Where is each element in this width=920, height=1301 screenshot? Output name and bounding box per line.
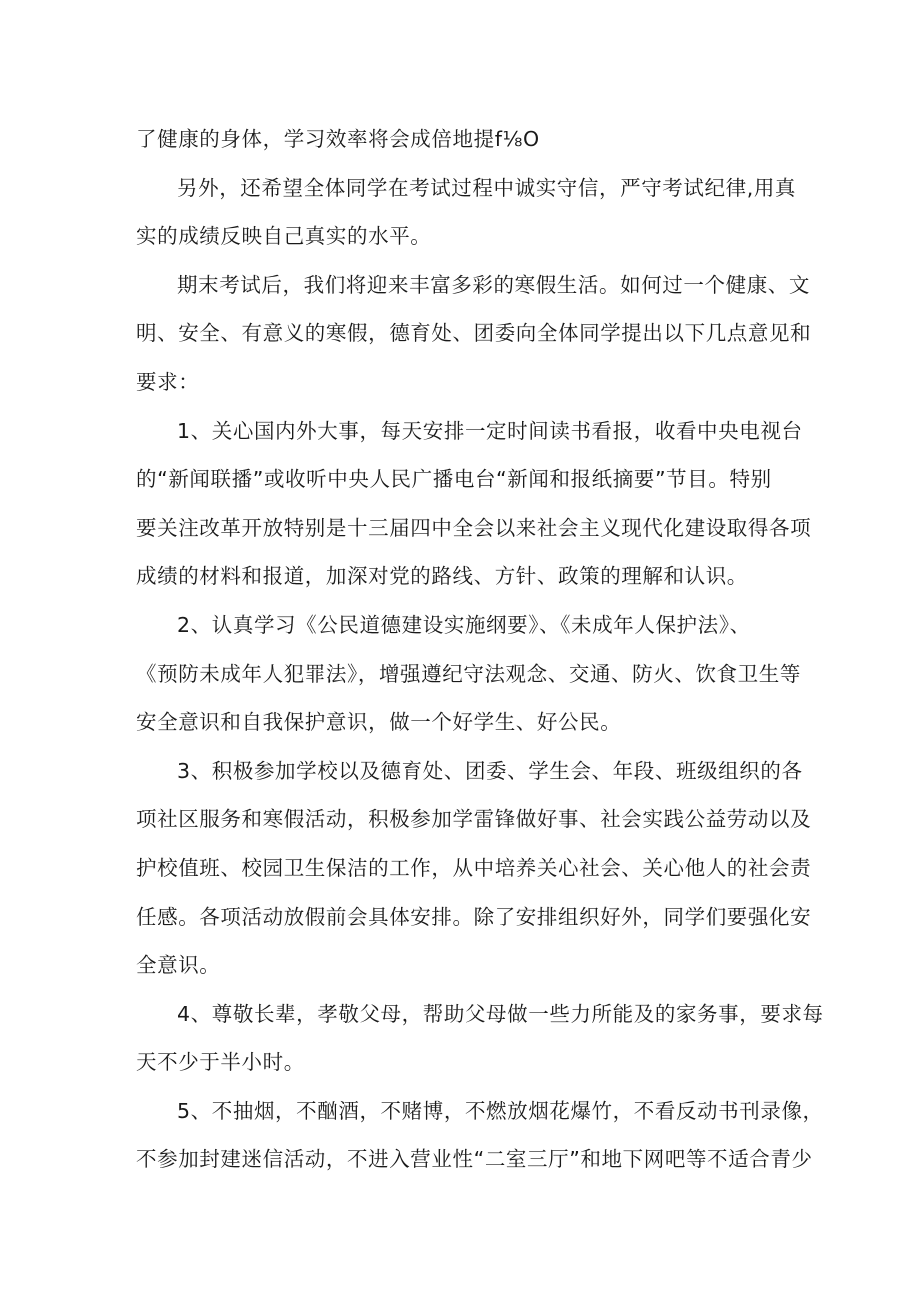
- text-line-6: 要求：: [136, 369, 200, 394]
- text-line-15: 项社区服务和寒假活动，积极参加学雷锋做好事、社会实践公益劳动以及: [136, 807, 812, 832]
- text-line-9: 要关注改革开放特别是十三届四中全会以来社会主义现代化建设取得各项: [136, 515, 812, 540]
- text-line-5: 明、安全、有意义的寒假，德育处、团委向全体同学提出以下几点意见和: [136, 321, 812, 346]
- text-line-20: 天不少于半小时。: [136, 1050, 305, 1075]
- document-body: [136, 115, 824, 1184]
- text-line-10: 成绩的材料和报道，加深对党的路线、方针、政策的理解和认识。: [136, 564, 748, 589]
- text-line-16: 护校值班、校园卫生保洁的工作，从中培养关心社会、关心他人的社会责: [136, 855, 812, 880]
- text-line-19: 4、尊敬长辈，孝敬父母，帮助父母做一些力所能及的家务事，要求每: [177, 1001, 824, 1026]
- text-line-21: 5、不抽烟，不酗酒，不赌博，不燃放烟花爆竹，不看反动书刊录像，: [177, 1098, 824, 1123]
- text-line-17: 任感。各项活动放假前会具体安排。除了安排组织好外，同学们要强化安: [136, 904, 812, 929]
- text-line-1: 了健康的身体，学习效率将会成倍地提f⅛O: [136, 127, 540, 151]
- text-line-8: 的“新闻联播”或收听中央人民广播电台“新闻和报纸摘要”节目。特别: [136, 467, 772, 492]
- text-line-18: 全意识。: [136, 953, 221, 978]
- text-line-13: 安全意识和自我保护意识，做一个好学生、好公民。: [136, 710, 622, 735]
- text-line-11: 2、认真学习《公民道德建设实施纲要》、《未成年人保护法》、: [177, 612, 751, 637]
- text-line-7: 1、关心国内外大事，每天安排一定时间读书看报，收看中央电视台: [177, 418, 803, 443]
- text-line-14: 3、积极参加学校以及德育处、团委、学生会、年段、班级组织的各: [177, 758, 803, 783]
- text-line-2: 另外，还希望全体同学在考试过程中诚实守信，严守考试纪律,用真: [177, 175, 797, 200]
- text-line-4: 期末考试后，我们将迎来丰富多彩的寒假生活。如何过一个健康、文: [177, 272, 810, 297]
- text-line-3: 实的成绩反映自己真实的水平。: [136, 224, 432, 249]
- text-line-22: 不参加封建迷信活动，不进入营业性“二室三厅”和地下网吧等不适合青少: [136, 1147, 813, 1172]
- text-line-12: 《预防未成年人犯罪法》，增强遵纪守法观念、交通、防火、饮食卫生等: [136, 661, 801, 686]
